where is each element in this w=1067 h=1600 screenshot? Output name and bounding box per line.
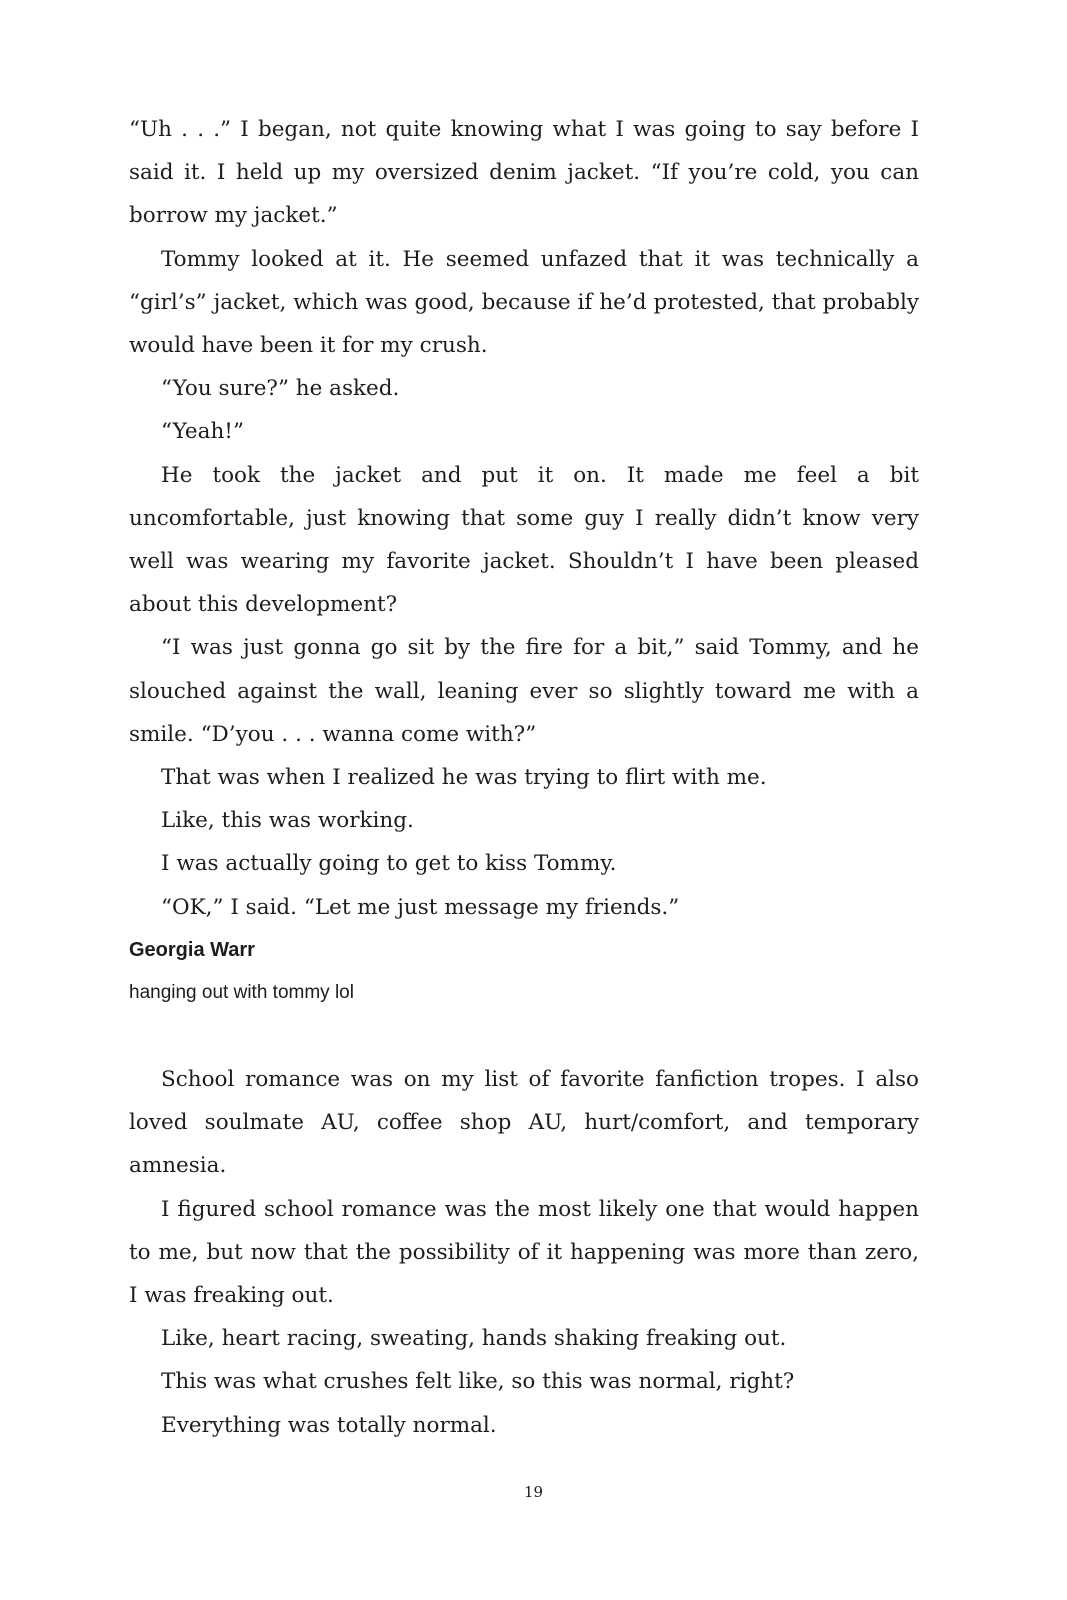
message-sender: Georgia Warr bbox=[129, 939, 255, 961]
message-text: hanging out with tommy lol bbox=[129, 982, 354, 1003]
paragraph: Everything was totally normal. bbox=[161, 1412, 497, 1438]
body-text-top bbox=[129, 108, 919, 929]
paragraph: “Yeah!” bbox=[161, 419, 244, 445]
paragraph: That was when I realized he was trying to flirt with me. bbox=[161, 765, 767, 791]
paragraph: I figured school romance was the most likely one that would happen to me, but now that the possibility of it happening was more than zero, I was freaking out. bbox=[129, 1196, 919, 1309]
page-number: 19 bbox=[523, 1483, 544, 1501]
paragraph: School romance was on my list of favorite fanfiction tropes. I also loved soulmate AU, coffee shop AU, hurt/comfort, and temporary amnesia. bbox=[129, 1067, 919, 1179]
chat-message bbox=[129, 935, 354, 1008]
paragraph: “Uh . . .” I began, not quite knowing what I was going to say before I said it. I held up my oversized denim jacket. “If you’re cold, you can borrow my jacket.” bbox=[129, 117, 919, 229]
paragraph: He took the jacket and put it on. It made me feel a bit uncomfortable, just knowing that some guy I really didn’t know very well was wearing my favorite jacket. Shouldn’t I have been pleased about this development? bbox=[129, 462, 919, 618]
paragraph: “OK,” I said. “Let me just message my friends.” bbox=[161, 894, 680, 920]
paragraph: Tommy looked at it. He seemed unfazed that it was technically a “girl’s” jacket, which was good, because if he’d protested, that probably would have been it for my crush. bbox=[129, 246, 919, 359]
paragraph: Like, this was working. bbox=[161, 808, 414, 834]
paragraph: I was actually going to get to kiss Tommy. bbox=[161, 851, 617, 877]
paragraph: Like, heart racing, sweating, hands shaking freaking out. bbox=[161, 1326, 787, 1352]
body-text-bottom bbox=[129, 1058, 919, 1447]
paragraph: “You sure?” he asked. bbox=[161, 376, 400, 402]
paragraph: “I was just gonna go sit by the fire for a bit,” said Tommy, and he slouched against the wall, leaning ever so slightly toward me with a smile. “D’you . . . wanna come with?” bbox=[129, 635, 919, 747]
paragraph: This was what crushes felt like, so this was normal, right? bbox=[161, 1369, 795, 1395]
